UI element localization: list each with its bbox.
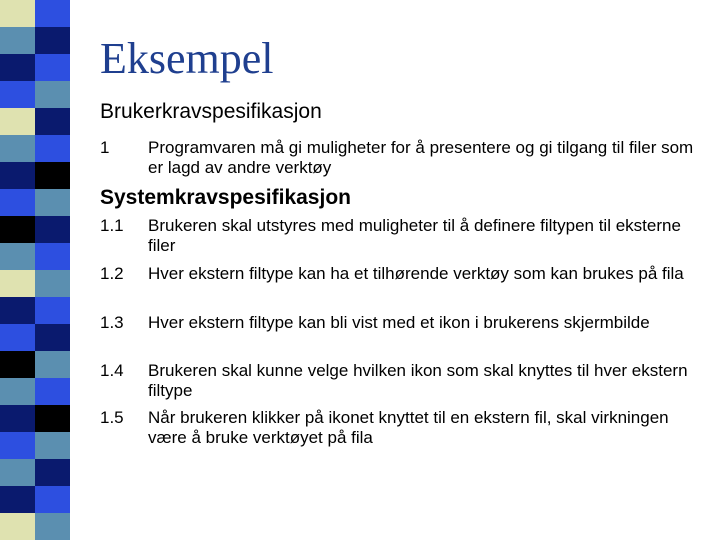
section-heading-user-requirements: Brukerkravspesifikasjon (100, 100, 322, 123)
stripe-block (0, 486, 35, 513)
stripe-block (35, 459, 70, 486)
stripe-block (35, 270, 70, 297)
section-heading-system-requirements: Systemkravspesifikasjon (100, 186, 351, 209)
stripe-block (0, 405, 35, 432)
stripe-block (0, 162, 35, 189)
stripe-block (0, 351, 35, 378)
stripe-block (35, 243, 70, 270)
stripe-block (0, 81, 35, 108)
stripe-block (35, 432, 70, 459)
requirement-text: Hver ekstern filtype kan ha et tilhørende verktøy som kan brukes på fila (148, 264, 684, 283)
stripe-block (35, 378, 70, 405)
stripe-block (0, 135, 35, 162)
stripe-block (35, 108, 70, 135)
stripe-block (35, 135, 70, 162)
requirement-text: Hver ekstern filtype kan bli vist med et ikon i brukerens skjermbilde (148, 313, 650, 332)
stripe-block (35, 486, 70, 513)
stripe-block (0, 0, 35, 27)
slide-title: Eksempel (100, 34, 274, 83)
stripe-block (35, 54, 70, 81)
stripe-block (35, 351, 70, 378)
stripe-block (0, 513, 35, 540)
requirement-number: 1.1 (100, 216, 124, 235)
decorative-checker-stripe (0, 0, 70, 540)
requirement-number: 1.3 (100, 313, 124, 332)
requirement-number: 1.5 (100, 408, 124, 427)
requirement-text: Når brukeren klikker på ikonet knyttet til en ekstern fil, skal virkningen være å bruke verktøyet på fila (148, 408, 669, 447)
stripe-block (35, 162, 70, 189)
stripe-block (0, 54, 35, 81)
requirement-text: Brukeren skal utstyres med muligheter til å definere filtypen til eksterne filer (148, 216, 681, 255)
stripe-block (35, 513, 70, 540)
stripe-block (0, 108, 35, 135)
stripe-block (0, 270, 35, 297)
stripe-block (0, 324, 35, 351)
stripe-block (0, 432, 35, 459)
stripe-block (35, 189, 70, 216)
stripe-block (35, 297, 70, 324)
stripe-block (35, 405, 70, 432)
stripe-block (35, 324, 70, 351)
stripe-block (0, 459, 35, 486)
requirement-text: Programvaren må gi muligheter for å presentere og gi tilgang til filer som er lagd av andre verktøy (148, 138, 694, 177)
stripe-block (0, 378, 35, 405)
requirement-number: 1 (100, 138, 110, 157)
stripe-block (0, 216, 35, 243)
requirement-text: Brukeren skal kunne velge hvilken ikon som skal knyttes til hver ekstern filtype (148, 361, 688, 400)
stripe-block (0, 189, 35, 216)
stripe-block (35, 27, 70, 54)
stripe-block (35, 216, 70, 243)
stripe-block (0, 297, 35, 324)
stripe-block (35, 0, 70, 27)
stripe-block (0, 243, 35, 270)
requirement-number: 1.2 (100, 264, 124, 283)
stripe-block (0, 27, 35, 54)
requirement-number: 1.4 (100, 361, 124, 380)
stripe-block (35, 81, 70, 108)
